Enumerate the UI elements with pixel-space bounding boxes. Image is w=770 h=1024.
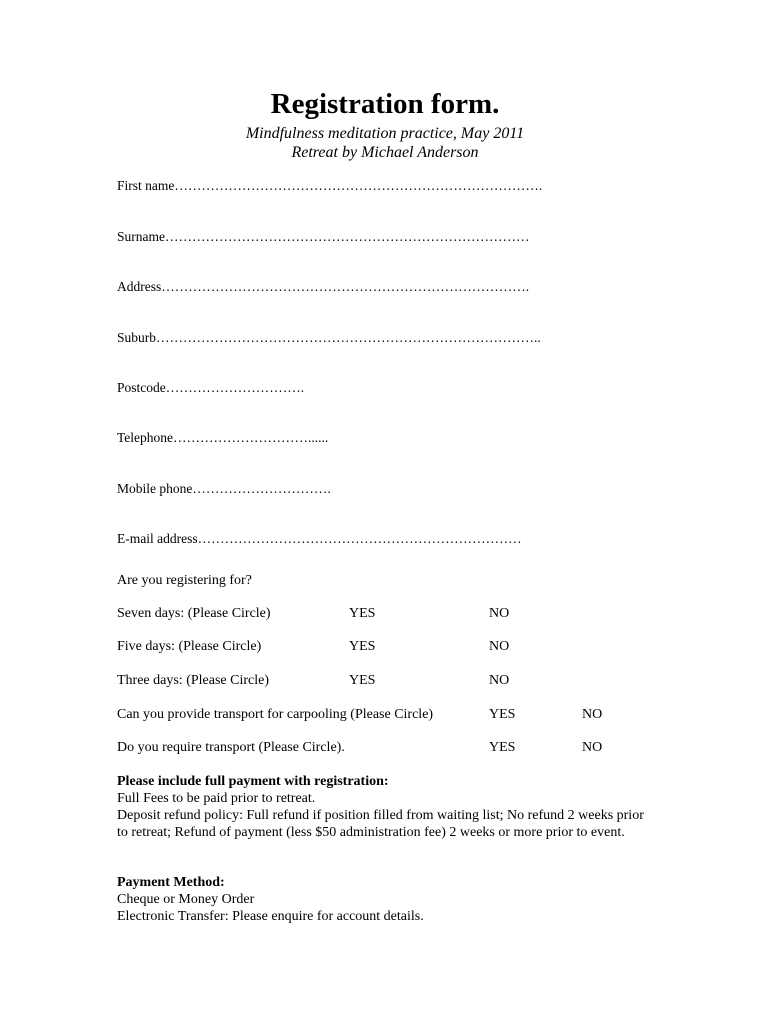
payment-method-cheque: Cheque or Money Order [117, 892, 255, 907]
seven-days-yes-option[interactable]: YES [349, 606, 376, 621]
first-name-field[interactable]: First name………………………………………………………………………. [117, 178, 543, 193]
postcode-field[interactable]: Postcode…………………………. [117, 380, 305, 395]
carpool-provide-yes-option[interactable]: YES [489, 707, 516, 722]
payment-method-transfer: Electronic Transfer: Please enquire for account details. [117, 909, 424, 924]
five-days-label: Five days: (Please Circle) [117, 639, 262, 654]
transport-require-no-option[interactable]: NO [582, 740, 603, 755]
three-days-no-option[interactable]: NO [489, 673, 510, 688]
five-days-no-option[interactable]: NO [489, 639, 510, 654]
email-address-field[interactable]: E-mail address……………………………………………………………… [117, 531, 522, 546]
form-subtitle-event: Mindfulness meditation practice, May 2011 [245, 125, 525, 142]
form-subtitle-retreat: Retreat by Michael Anderson [291, 144, 479, 161]
address-field[interactable]: Address………………………………………………………………………. [117, 279, 530, 294]
transport-require-yes-option[interactable]: YES [489, 740, 516, 755]
suburb-field[interactable]: Suburb………………………………………………………………………….. [117, 330, 541, 345]
five-days-yes-option[interactable]: YES [349, 639, 376, 654]
seven-days-no-option[interactable]: NO [489, 606, 510, 621]
payment-heading: Please include full payment with registration: [117, 774, 389, 789]
telephone-field[interactable]: Telephone…………………………...... [117, 430, 329, 445]
payment-method-section [117, 874, 647, 925]
full-fees-note: Full Fees to be paid prior to retreat. [117, 791, 316, 806]
mobile-phone-field[interactable]: Mobile phone…………………………. [117, 481, 331, 496]
three-days-yes-option[interactable]: YES [349, 673, 376, 688]
transport-require-label: Do you require transport (Please Circle). [117, 740, 345, 755]
registering-question: Are you registering for? [117, 573, 252, 588]
refund-policy-text: Deposit refund policy: Full refund if position filled from waiting list; No refund 2 weeks prior to retreat; Refund of payment (less $50 administration fee) 2 weeks or more prior to event. [117, 808, 644, 840]
surname-field[interactable]: Surname……………………………………………………………………… [117, 229, 530, 244]
seven-days-label: Seven days: (Please Circle) [117, 606, 271, 621]
carpool-provide-no-option[interactable]: NO [582, 707, 603, 722]
form-title: Registration form. [270, 88, 500, 120]
payment-method-heading: Payment Method: [117, 875, 225, 890]
payment-section [117, 773, 647, 841]
carpool-provide-label: Can you provide transport for carpooling (Please Circle) [117, 707, 434, 722]
three-days-label: Three days: (Please Circle) [117, 673, 269, 688]
